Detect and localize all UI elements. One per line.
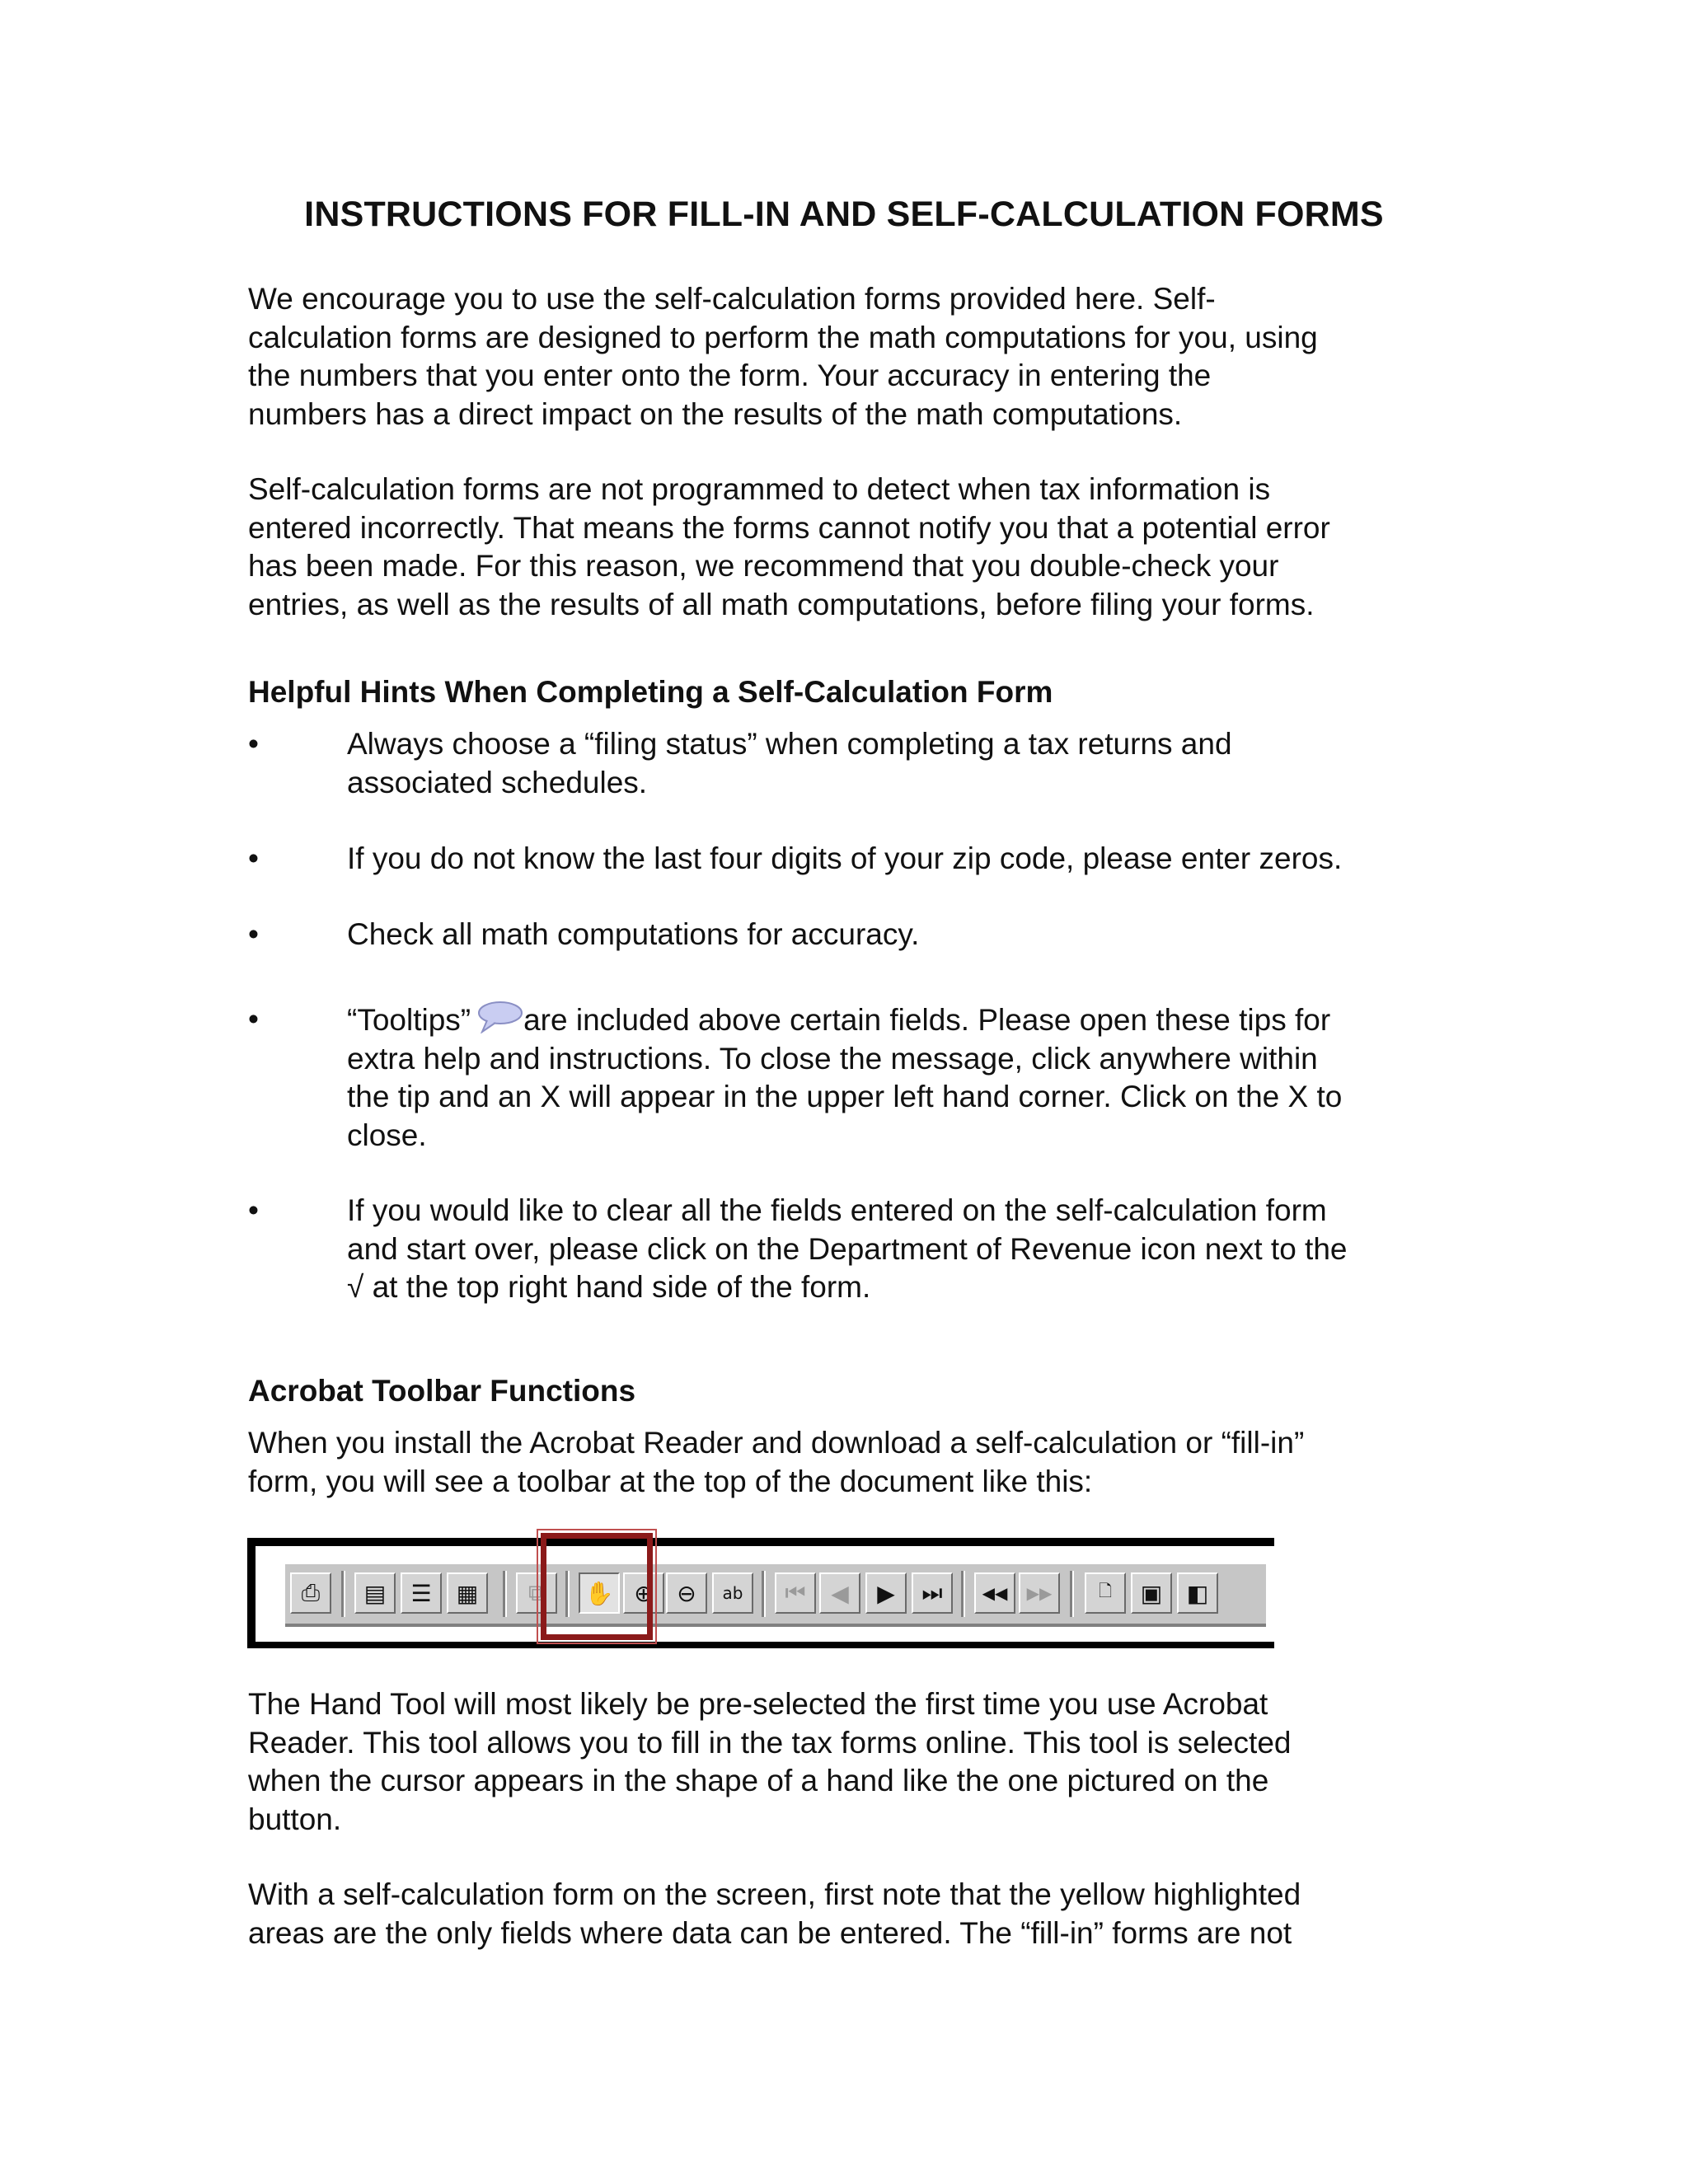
text-line: Check all math computations for accuracy.	[347, 917, 920, 951]
text-line: extra help and instructions. To close the message, click anywhere within	[347, 1041, 1318, 1076]
text-line: close.	[347, 1118, 427, 1152]
text-line: Always choose a “filing status” when completing a tax returns and	[347, 727, 1232, 761]
text-line: calculation forms are designed to perform the math computations for you, using	[248, 320, 1318, 354]
fit-width-icon: ◧	[1177, 1572, 1218, 1614]
thumbnails-icon: ▦	[447, 1572, 488, 1614]
last-page-icon: ⏭	[912, 1572, 953, 1614]
hint-item	[347, 1192, 1484, 1307]
text-line: the numbers that you enter onto the form. Your accuracy in entering the	[248, 359, 1212, 392]
go-forward-icon: ▶▶	[1019, 1572, 1060, 1614]
toolbar-separator	[762, 1571, 766, 1617]
print-icon: ⎙	[290, 1572, 331, 1614]
text-line: button.	[248, 1802, 342, 1836]
tooltip-text: are included above certain fields. Please open these tips for	[523, 1003, 1331, 1037]
bookmarks-icon: ☰	[401, 1572, 442, 1614]
toolbar-separator	[961, 1571, 965, 1617]
text-line: When you install the Acrobat Reader and download a self-calculation or “fill-in”	[248, 1426, 1305, 1460]
text-line: numbers has a direct impact on the results of the math computations.	[248, 396, 1183, 431]
next-page-icon: ▶	[865, 1572, 907, 1614]
tooltip-label: “Tooltips”	[347, 1003, 471, 1037]
toolbar-intro	[248, 1424, 1468, 1501]
text-line: when the cursor appears in the shape of a hand like the one pictured on the	[248, 1764, 1269, 1797]
text-line: the tip and an X will appear in the upper left hand corner. Click on the X to	[347, 1080, 1343, 1113]
bullet-marker: •	[248, 841, 259, 875]
text-line: entered incorrectly. That means the forms cannot notify you that a potential error	[248, 510, 1330, 545]
text-line: and start over, please click on the Department of Revenue icon next to the	[347, 1231, 1348, 1266]
toolbar-separator	[503, 1571, 507, 1617]
hint-item	[347, 840, 1484, 879]
fit-page-icon: ▣	[1131, 1572, 1172, 1614]
text-line: If you do not know the last four digits of your zip code, please enter zeros.	[347, 841, 1343, 875]
toolbar-heading: Acrobat Toolbar Functions	[248, 1374, 636, 1408]
text-line: We encourage you to use the self-calculation forms provided here. Self-	[248, 282, 1216, 316]
toolbar-separator	[1070, 1571, 1074, 1617]
intro-paragraph-1	[248, 280, 1468, 434]
self-calc-paragraph	[248, 1876, 1468, 1952]
toolbar-strip	[285, 1564, 1266, 1627]
hand-tool-paragraph	[248, 1685, 1468, 1839]
text-line: Reader. This tool allows you to fill in the tax forms online. This tool is selected	[248, 1725, 1292, 1760]
text-line: Self-calculation forms are not programmed to detect when tax information is	[248, 472, 1271, 506]
text-line: has been made. For this reason, we recommend that you double-check your	[248, 549, 1279, 583]
bullet-marker: •	[248, 1002, 259, 1036]
zoom-in-icon: ⊕	[623, 1572, 664, 1614]
text-line	[347, 1001, 1484, 1040]
hint-item	[347, 725, 1484, 802]
bullet-marker: •	[248, 727, 259, 761]
text-line: associated schedules.	[347, 765, 648, 799]
text-line: form, you will see a toolbar at the top of the document like this:	[248, 1464, 1093, 1498]
bullet-marker: •	[248, 917, 259, 951]
intro-paragraph-2	[248, 471, 1468, 624]
acrobat-toolbar-image	[247, 1538, 1274, 1648]
page-only-icon: ▤	[354, 1572, 396, 1614]
text-line: entries, as well as the results of all math computations, before filing your forms.	[248, 587, 1315, 621]
text-line: The Hand Tool will most likely be pre-selected the first time you use Acrobat	[248, 1687, 1268, 1721]
text-line: With a self-calculation form on the screen, first note that the yellow highlighted	[248, 1877, 1301, 1911]
hand-tool-highlight	[541, 1533, 653, 1640]
bullet-marker: •	[248, 1193, 259, 1227]
text-line: √ at the top right hand side of the form.	[347, 1270, 871, 1304]
text-line: If you would like to clear all the fields entered on the self-calculation form	[347, 1193, 1327, 1227]
text-line: areas are the only fields where data can be entered. The “fill-in” forms are not	[248, 1915, 1292, 1950]
first-page-icon: ⏮	[775, 1572, 816, 1614]
tooltip-icon	[476, 1001, 523, 1033]
hint-item	[347, 916, 1484, 954]
go-back-icon: ◀◀	[974, 1572, 1015, 1614]
zoom-out-icon: ⊖	[666, 1572, 707, 1614]
previous-page-icon: ◀	[819, 1572, 860, 1614]
page-title: INSTRUCTIONS FOR FILL-IN AND SELF-CALCULATION FORMS	[304, 194, 1384, 234]
toolbar-separator	[341, 1571, 345, 1617]
copy-icon: ⧉	[516, 1572, 557, 1614]
hint-item-tooltips	[347, 1001, 1484, 1155]
hints-heading: Helpful Hints When Completing a Self-Calculation Form	[248, 675, 1053, 709]
actual-size-icon: 🗋	[1085, 1572, 1126, 1614]
text-select-icon: ab	[712, 1572, 753, 1614]
hand-tool-icon: ✋	[579, 1572, 620, 1614]
